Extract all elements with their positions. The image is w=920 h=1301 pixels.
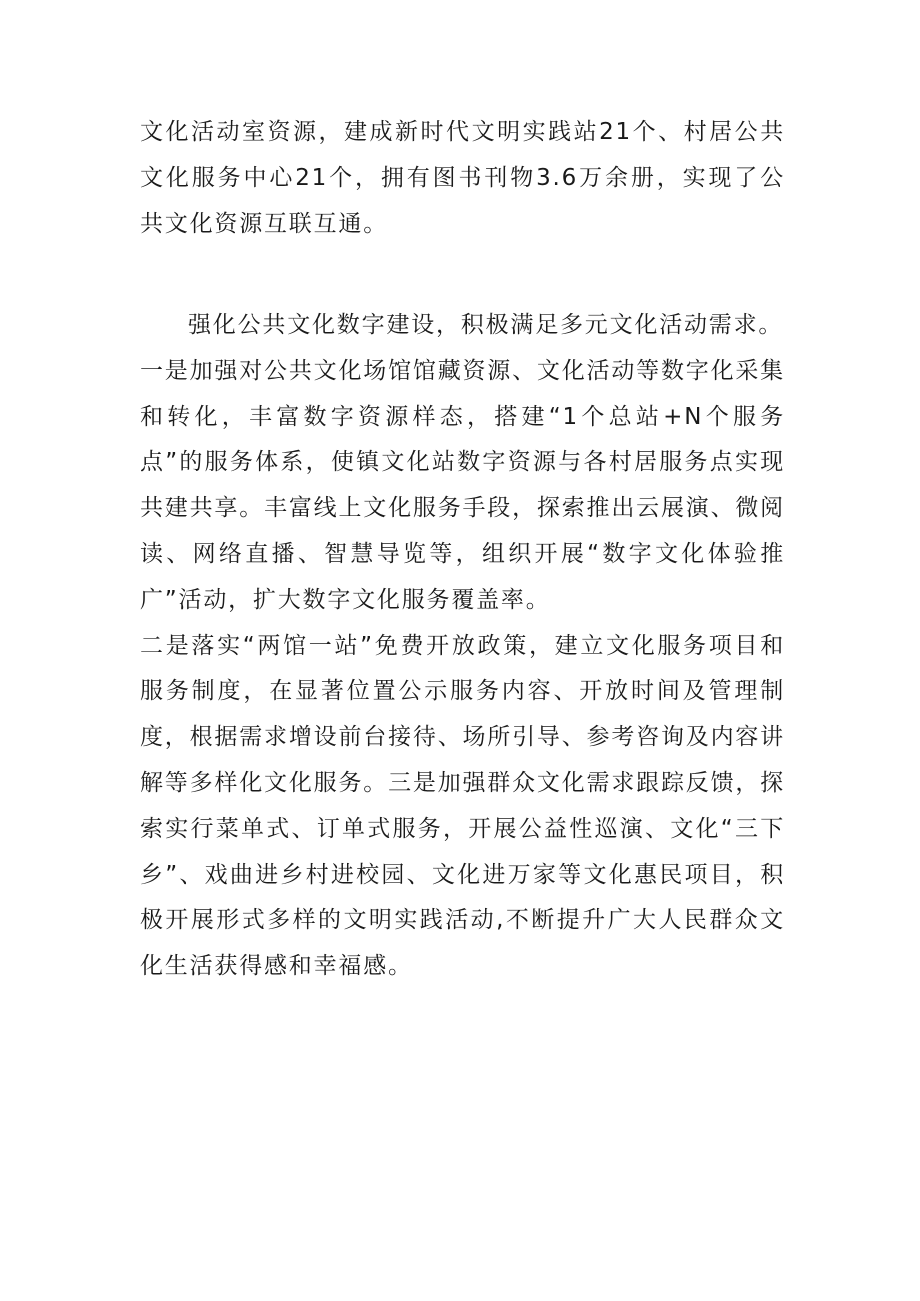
paragraph-free-opening-policy: 二是落实“两馆一站”免费开放政策，建立文化服务项目和服务制度，在显著位置公示服务内容、开放时间及管理制度，根据需求增设前台接待、场所引导、参考咨询及内容讲解等多样化文化服务。三是加强群众文化需求跟踪反馈，探索实行菜单式、订单式服务，开展公益性巡演、文化“三下乡”、戏曲进乡村进校园、文化进万家等文化惠民项目，积极开展形式多样的文明实践活动,不断提升广大人民群众文化生活获得感和幸福感。 — [140, 632, 785, 980]
paragraph-public-resources: 文化活动室资源，建成新时代文明实践站21个、村居公共文化服务中心21个，拥有图书刊物3.6万余册，实现了公共文化资源互联互通。 — [140, 119, 785, 237]
paragraph-digital-measures: 一是加强对公共文化场馆馆藏资源、文化活动等数字化采集和转化，丰富数字资源样态，搭建“1个总站+N个服务点”的服务体系，使镇文化站数字资源与各村居服务点实现共建共享。丰富线上文化服务手段，探索推出云展演、微阅读、网络直播、智慧导览等，组织开展“数字文化体验推广”活动，扩大数字文化服务覆盖率。 — [140, 357, 785, 613]
text-block-digital — [140, 303, 785, 990]
paragraph-digital-heading: 强化公共文化数字建设，积极满足多元文化活动需求。 — [188, 312, 784, 338]
text-block-top — [140, 110, 785, 247]
